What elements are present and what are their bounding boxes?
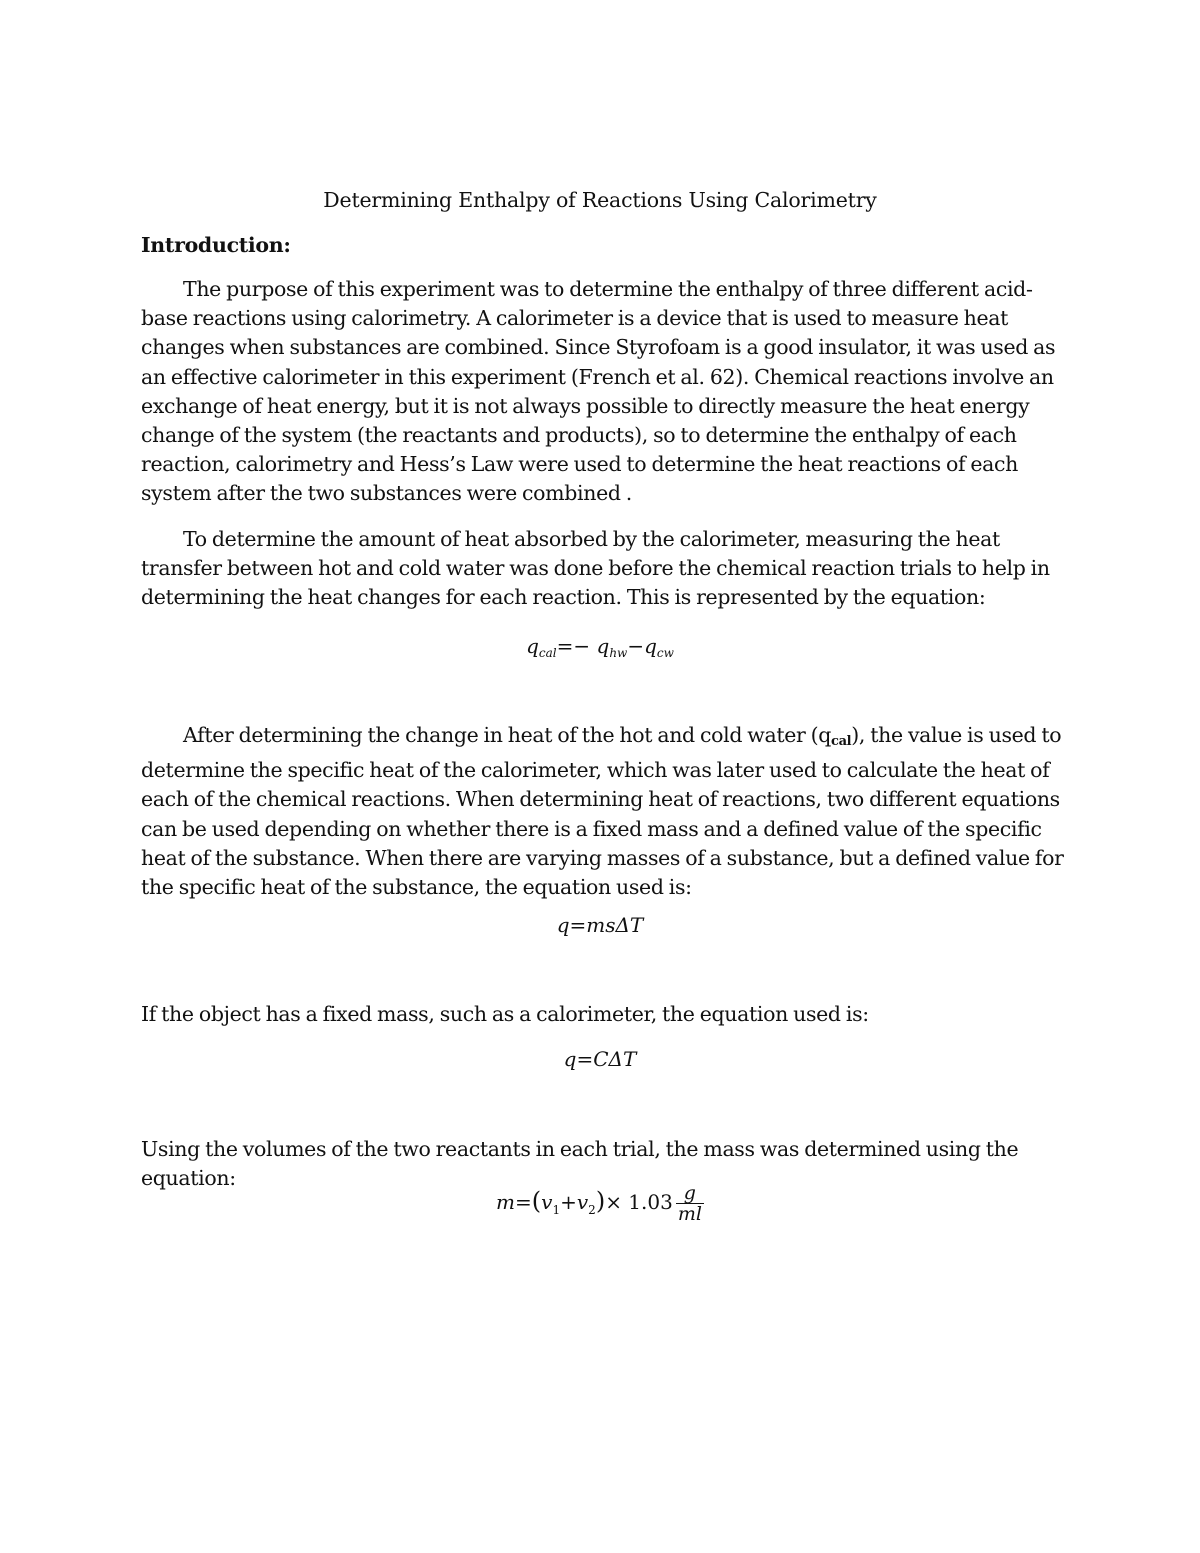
p3-subscript-cal: cal xyxy=(831,734,852,749)
eq4-lhs: m= xyxy=(496,1190,532,1214)
equation-qcal xyxy=(0,632,1200,667)
eq4-numerator: g xyxy=(676,1183,704,1204)
section-heading-introduction: Introduction: xyxy=(141,233,291,257)
eq1-q: q xyxy=(526,634,539,658)
p3-text-after: ), the value is used to determine the specific heat of the calorimeter, which was later used to calculate the heat of each of the chemical reactions. When determining heat of reactions, two different equations can be used depending on whether there is a fixed mass and a defined value of the specific heat of the substance. When there are varying masses of a substance, but a defined value for the specific heat of the substance, the equation used is: xyxy=(141,723,1064,900)
equation-mass xyxy=(0,1183,1200,1224)
eq4-sub-2: 2 xyxy=(588,1203,596,1217)
eq4-fraction xyxy=(676,1183,704,1224)
paragraph-fixed-mass: If the object has a fixed mass, such as a calorimeter, the equation used is: xyxy=(141,1002,869,1026)
document-title: Determining Enthalpy of Reactions Using Calorimetry xyxy=(323,188,877,212)
eq1-sub-cal: cal xyxy=(538,646,557,660)
eq1-mid2: −q xyxy=(627,634,657,658)
eq1-mid: =− q xyxy=(556,634,610,658)
p3-text-before: After determining the change in heat of the hot and cold water (q xyxy=(183,723,832,747)
eq4-sub-1: 1 xyxy=(552,1203,561,1217)
paragraph-mass-volumes: Using the volumes of the two reactants in each trial, the mass was determined using the equation: xyxy=(141,1137,1019,1191)
eq4-denominator: ml xyxy=(677,1203,702,1225)
equation-q-ms-dt: q=msΔT xyxy=(556,913,644,937)
eq4-open-paren: ( xyxy=(531,1187,542,1215)
eq4-close-paren: ) xyxy=(595,1187,606,1215)
eq4-times: × 1.03 xyxy=(605,1190,673,1214)
equation-q-c-dt: q=CΔT xyxy=(563,1047,637,1071)
eq1-sub-hw: hw xyxy=(609,646,628,660)
paragraph-purpose: The purpose of this experiment was to determine the enthalpy of three different acid-base reactions using calorimetry. A calorimeter is a device that is used to measure heat changes when substances are combined. Since Styrofoam is a good insulator, it was used as an effective calorimeter in this experiment (French et al. 62). Chemical reactions involve an exchange of heat energy, but it is not always possible to directly measure the heat energy change of the system (the reactants and products), so to determine the enthalpy of each reaction, calorimetry and Hess’s Law were used to determine the heat reactions of each system after the two substances were combined . xyxy=(141,277,1056,506)
eq4-plus-v: +v xyxy=(560,1190,589,1214)
paragraph-calorimeter-heat: To determine the amount of heat absorbed by the calorimeter, measuring the heat transfer between hot and cold water was done before the chemical reaction trials to help in determining the heat changes for each reaction. This is represented by the equation: xyxy=(141,527,1050,610)
eq4-v1: v xyxy=(541,1190,553,1214)
eq1-sub-cw: cw xyxy=(656,646,674,660)
paragraph-specific-heat xyxy=(141,721,1076,902)
